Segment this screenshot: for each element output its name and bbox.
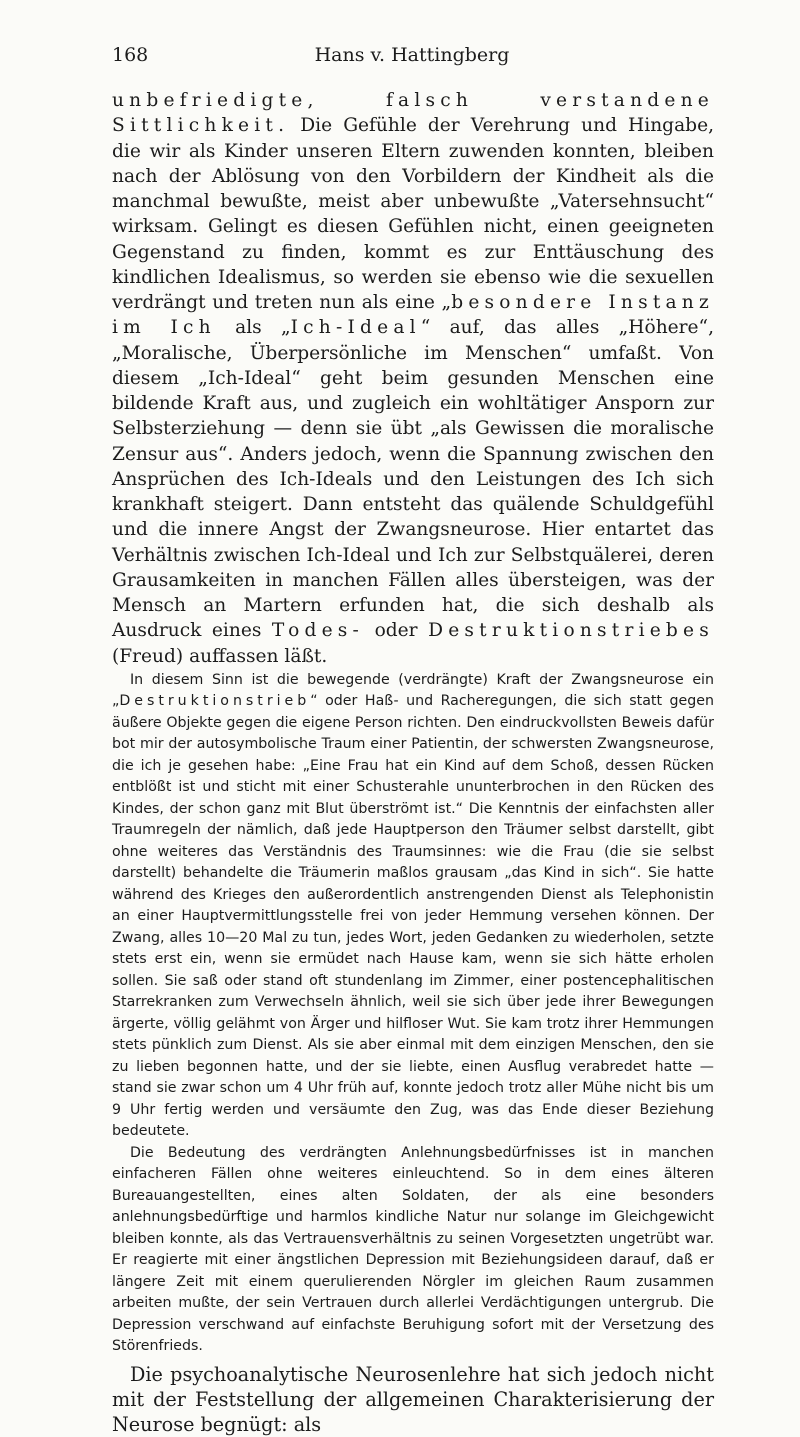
text-run: “ oder Haß- und Racheregungen, die sich statt gegen äußere Objekte gegen die eigene Person richten. Den eindruckvollsten Beweis dafür bot mir der autosymbolische Traum einer Patientin, der schwersten Zwangsneurose, die ich je gesehen habe: „Eine Frau hat ein Kind auf dem Schoß, dessen Rücken entblößt ist und sticht mit einer Schusterahle ununterbrochen in den Rücken des Kindes, der schon ganz mit Blut überströmt ist.“ Die Kenntnis der einfachsten aller Traumregeln der nämlich, daß jede Hauptperson den Träumer selbst darstellt, gibt ohne weiteres das Verständnis des Traumsinnes: wie die Frau (die sie selbst darstellt) behandelte die Träumerin maßlos grausam „das Kind in sich“. Sie hatte während des Krieges den außerordentlich anstrengenden Dienst als Telephonistin an einer Hauptvermittlungsstelle frei von jeder Hemmung versehen können. Der Zwang, alles 10—20 Mal zu tun, jedes Wort, jeden Gedanken zu wiederholen, setzte stets erst ein, wenn sie ermüdet nach Hause kam, wenn sie sich hätte erholen sollen. Sie saß oder stand oft stundenlang im Zimmer, einer postencephalitischen Starrekranken zum Verwechseln ähnlich, weil sie sich über jede ihrer Bewegungen ärgerte, völlig gelähmt von Ärger und hilfloser Wut. Sie kam trotz ihrer Hemmungen stets pünklich zum Dienst. Als sie aber einmal mit dem einzigen Menschen, den sie zu lieben begonnen hatte, und der sie liebte, einen Ausflug verabredet hatte — stand sie zwar schon um 4 Uhr früh auf, konnte jedoch trotz aller Mühe nicht bis um 9 Uhr fertig werden und versäumte den Zug, was das Ende dieser Beziehung bedeutete. bbox=[112, 693, 714, 1140]
spaced-emphasis: Destruktionstrieb bbox=[119, 693, 311, 710]
paragraph-main bbox=[112, 88, 714, 669]
body-text bbox=[112, 88, 714, 1437]
text-run: als „ bbox=[215, 317, 291, 339]
page-number: 168 bbox=[112, 44, 149, 66]
text-run: oder bbox=[364, 620, 429, 642]
text-run: Die Gefühle der Verehrung und Hingabe, die wir als Kinder unseren Eltern zuwenden konnten, bleiben nach der Ablösung von den Vorbildern der Kindheit als die manchmal bewußte, meist aber unbewußte „Vatersehnsucht“ wirksam. Gelingt es diesen Gefühlen nicht, einen geeigneten Gegenstand zu finden, kommt es zur Enttäuschung des kindlichen Idealismus, so werden sie ebenso wie die sexuellen verdrängt und treten nun als eine „ bbox=[112, 115, 714, 313]
paragraph-closing: Die psychoanalytische Neurosenlehre hat sich jedoch nicht mit der Feststellung der allgemeinen Charakterisierung der Neurose begnügt: als bbox=[112, 1362, 714, 1436]
spaced-emphasis: besondere Instanz im Ich bbox=[112, 292, 714, 339]
spaced-emphasis: unbefriedigte, falsch verstandene Sittlichkeit. bbox=[112, 90, 714, 137]
page-header bbox=[112, 44, 712, 72]
spaced-emphasis: Todes- bbox=[271, 620, 365, 642]
paragraph-small-2: Die Bedeutung des verdrängten Anlehnungsbedürfnisses ist in manchen einfacheren Fällen ohne weiteres einleuchtend. So in dem eines älteren Bureauangestellten, eines alten Soldaten, der als eine besonders anlehnungsbedürftige und harmlos kindliche Natur nur solange im Gleichgewicht bleiben konnte, als das Vertrauensverhältnis zu seinen Vorgesetzten ungetrübt war. Er reagierte mit einer ängstlichen Depression mit Beziehungsideen darauf, daß er längere Zeit mit einem querulierenden Nörgler im gleichen Raum zusammen arbeiten mußte, der sein Vertrauen durch allerlei Verdächtigungen untergrub. Die Depression verschwand auf einfachste Beruhigung sofort mit der Versetzung des Störenfrieds. bbox=[112, 1144, 714, 1355]
text-run: “ auf, das alles „Höhere“, „Moralische, Überpersönliche im Menschen“ umfaßt. Von diesem „Ich-Ideal“ geht beim gesunden Menschen eine bildende Kraft aus, und zugleich ein wohltätiger Ansporn zur Selbsterziehung — denn sie übt „als Gewissen die moralische Zensur aus“. Anders jedoch, wenn die Spannung zwischen den Ansprüchen des Ich-Ideals und den Leistungen des Ich sich krankhaft steigert. Dann entsteht das quälende Schuldgefühl und die innere Angst der Zwangsneurose. Hier entartet das Verhältnis zwischen Ich-Ideal und Ich zur Selbstquälerei, deren Grausamkeiten in manchen Fällen alles übersteigen, was der Mensch an Martern erfunden hat, die sich deshalb als Ausdruck eines bbox=[112, 317, 714, 642]
paragraph-small-1 bbox=[112, 670, 714, 1143]
text-run: In diesem Sinn ist die bewegende (verdrängte) Kraft der Zwangsneurose ein „ bbox=[112, 671, 714, 710]
text-run: (Freud) auffassen läßt. bbox=[112, 645, 328, 667]
running-title: Hans v. Hattingberg bbox=[314, 44, 510, 66]
spaced-emphasis: Destruktionstriebes bbox=[428, 620, 715, 642]
spaced-emphasis: Ich-Ideal bbox=[290, 317, 421, 339]
